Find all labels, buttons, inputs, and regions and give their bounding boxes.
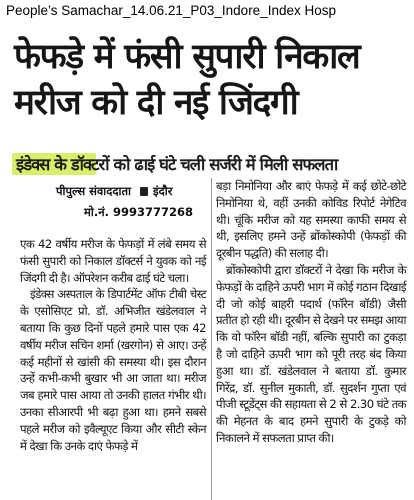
headline-line-1: फेफड़े में फंसी सुपारी निकाल: [14, 37, 360, 77]
article-paragraph: एक 42 वर्षीय मरीज के फेफड़ों में लंबे समय से फंसी सुपारी को निकाल डॉक्टर्स ने युवक को नई जिंदगी दी है। ऑपरेशन करीब ढाई घंटे चला।: [20, 237, 206, 285]
subheadline-block: [8, 150, 408, 178]
headline: [14, 34, 406, 126]
article-paragraph: इंडेक्स अस्पताल के डिपार्टमेंट ऑफ टीबी चेस्ट के एसोसिएट प्रो. डॉ. अभिजीत खंडेलवाल ने बताया कि कुछ दिनों पहले हमारे पास एक 42 वर्षीय मरीज सचिन शर्मा (खरगोन) से आए। उन्हें कई महीनों से खांसी की समस्या थी। इस दौरान उन्हें कभी-कभी बुखार भी आ जाता था। मरीज जब हमारे पास आया तो उनकी हालत गंभीर थी। उनका सीआरपी भी बढ़ा हुआ था। हमने सबसे पहले मरीज को इवैल्यूएट किया और सीटी स्केन में देखा कि उनके दाएं फेफड़े में: [20, 287, 206, 453]
article-paragraph: बड़ा निमोनिया और बाएं फेफड़े में कई छोटे-छोटे निमोनिया थे, वहीं उनकी कोविड रिपोर्ट नेगेटिव थी। चूंकि मरीज को यह समस्या काफी समय से थी, इसलिए हमने उन्हें ब्रोंकोस्कोपी (फेफड़ों की दूरबीन पद्धति) की सलाह दी।: [216, 179, 406, 261]
headline-line-2: मरीज को दी नई जिंदगी: [14, 83, 298, 123]
subheadline: इंडेक्स के डॉक्टरों को ढाई घंटे चली सर्जरी में मिली सफलता: [16, 155, 338, 174]
article-column-right: [216, 178, 406, 447]
column-divider: [211, 178, 212, 500]
clipping-source-label: People’s Samachar_14.06.21_P03_Indore_Index Hosp: [6, 3, 336, 18]
byline-reporter: पीपुल्स संवाददाता: [56, 184, 132, 198]
byline-mobile: मो.नं. 9993777268: [84, 205, 193, 219]
article-paragraph: ब्रोंकोस्कोपी द्वारा डॉक्टरों ने देखा कि मरीज के फेफड़ों के दाहिने ऊपरी भाग में कोई गठान दिखाई दी जो कोई बाहरी पदार्थ (फॉरेन बॉडी) जैसी प्रतीत हो रही थी। दूरबीन से देखने पर समझ आया कि वो फॉरेन बॉडी नहीं, बल्कि सुपारी का टुकड़ा है जो दाहिने ऊपरी भाग को पूरी तरह बंद किया हुआ था। डॉ. खंडेलवाल ने बताया डॉ. कुमार गिरेंद्र, डॉ. सुनील मुकाती, डॉ. सुदर्शन गुप्ता एवं पीजी स्टूडेंट्स की सहायता से 2 से 2.30 घंटे तक की मेहनत के बाद हमने सुपारी के टुकड़े को निकालने में सफलता प्राप्त की।: [216, 262, 406, 445]
byline-city: इंदौर: [153, 184, 173, 198]
byline-separator-icon: [140, 187, 148, 196]
article-column-left: [20, 236, 206, 454]
byline: [56, 184, 172, 199]
